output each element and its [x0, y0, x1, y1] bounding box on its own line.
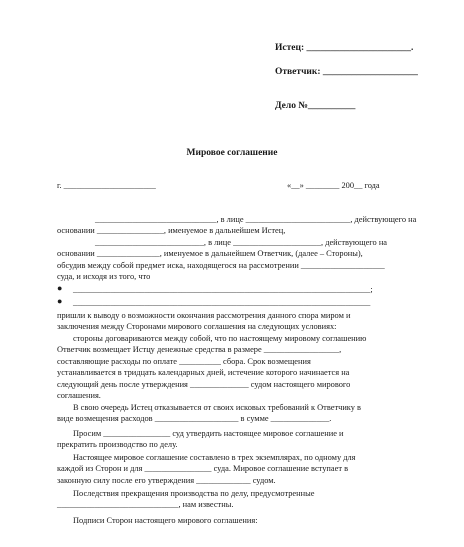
paragraph-line: __________________________, в лице _____________________, действующего на [95, 238, 388, 247]
document-title: Мировое соглашение [186, 148, 278, 158]
date-field: «__» ________ 200__ года [287, 181, 380, 190]
paragraph-line: заключения между Сторонами мирового соглашения на следующих условиях: [57, 322, 337, 331]
defendant-field: Ответчик: ____________________ [275, 67, 418, 77]
bullet-icon: ● [57, 296, 63, 306]
bullet-line: _______________________________________________________________________; [73, 285, 373, 294]
paragraph-line: суда, и исходя из того, что [57, 272, 151, 281]
paragraph-line: Настоящее мировое соглашение составлено в трех экземплярах, по одному для [73, 453, 356, 462]
plaintiff-field: Истец: ______________________. [275, 43, 414, 53]
paragraph-line: следующий день после утверждения ______________ судом настоящего мирового [57, 380, 351, 389]
paragraph-line: законную силу после его утверждения _____________ судом. [57, 476, 276, 485]
paragraph-line: устанавливается в тридцать календарных дней, истечение которого начинается на [57, 368, 350, 377]
paragraph-line: основании ________________, именуемое в дальнейшем Истец, [57, 226, 286, 235]
paragraph-line: Последствия прекращения производства по делу, предусмотренные [73, 489, 315, 498]
paragraph-line: стороны договариваются между собой, что по настоящему мировому соглашению [73, 334, 367, 343]
paragraph-line: основании _______________, именуемое в дальнейшем Ответчик, (далее – Стороны), [57, 249, 363, 258]
paragraph-line: _____________________________, нам известны. [57, 500, 234, 509]
paragraph-line: прекратить производство по делу. [57, 440, 178, 449]
case-number-field: Дело №__________ [275, 101, 356, 111]
signatures-line: Подписи Сторон настоящего мирового соглашения: [73, 516, 258, 525]
paragraph-line: В свою очередь Истец отказывается от своих исковых требований к Ответчику в [73, 403, 361, 412]
paragraph-line: обсудив между собой предмет иска, находящегося на рассмотрении ____________________ [57, 261, 385, 270]
city-field: г. ______________________ [57, 181, 156, 190]
paragraph-line: Ответчик возмещает Истцу денежные средства в размере __________________, [57, 345, 342, 354]
paragraph-line: каждой из Сторон и для ________________ суда. Мировое соглашение вступает в [57, 464, 349, 473]
paragraph-line: соглашения. [57, 391, 101, 400]
paragraph-line: Просим ________________ суд утвердить настоящее мировое соглашение и [73, 429, 344, 438]
paragraph-line: составляющие расходы по оплате __________ сбора. Срок возмещения [57, 357, 311, 366]
paragraph-line: _____________________________, в лице _________________________, действующего на [95, 215, 417, 224]
paragraph-line: виде возмещения расходов ____________________ в сумме ______________. [57, 414, 332, 423]
paragraph-line: пришли к выводу о возможности окончания рассмотрения данного спора миром и [57, 311, 351, 320]
bullet-line: _______________________________________________________________________ [73, 298, 371, 307]
bullet-icon: ● [57, 283, 63, 293]
